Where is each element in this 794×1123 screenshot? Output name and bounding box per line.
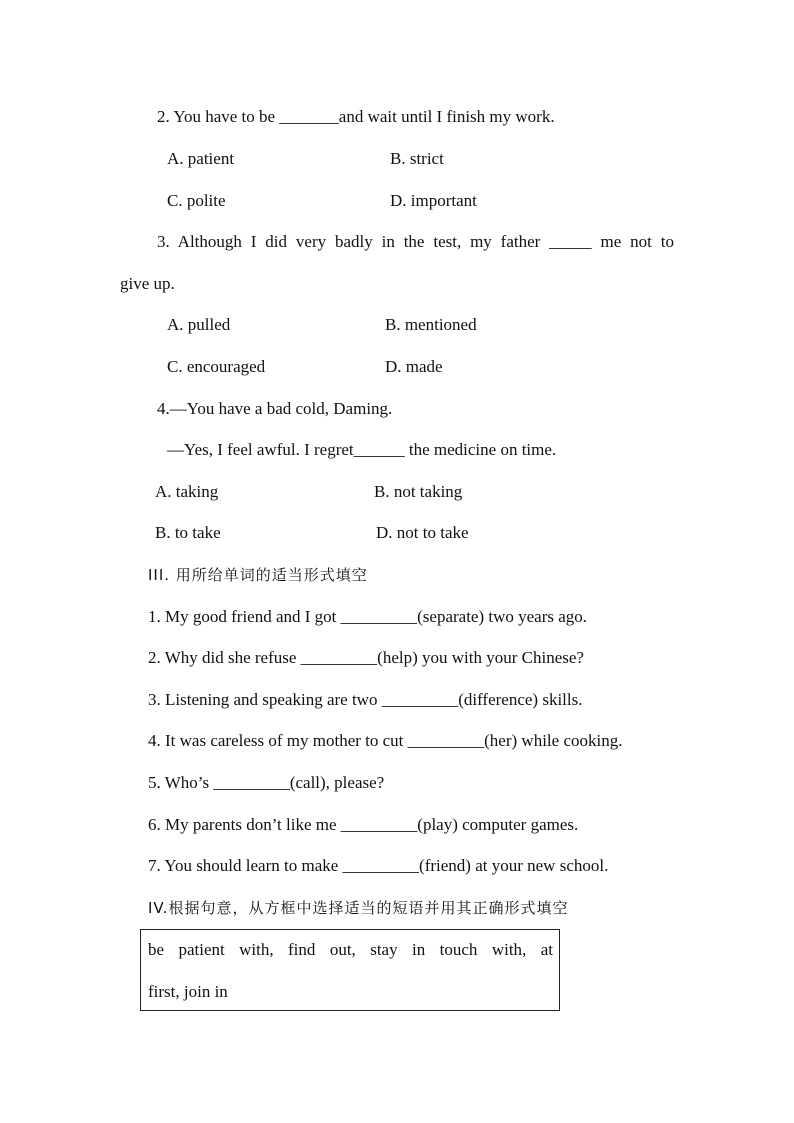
q2-option-c: C. polite	[167, 191, 226, 210]
section-3-item-6: 6. My parents don’t like me _________(play) computer games.	[148, 815, 579, 834]
question-4-line1: 4.—You have a bad cold, Daming.	[157, 399, 393, 418]
q2-option-a: A. patient	[167, 149, 235, 168]
phrase-box	[140, 929, 560, 1011]
question-3-stem-line1: 3. Although I did very badly in the test, my father _____ me not to	[157, 232, 674, 251]
q2-option-d: D. important	[390, 191, 477, 210]
section-3-item-4: 4. It was careless of my mother to cut _________(her) while cooking.	[148, 731, 623, 750]
section-3-heading: III. 用所给单词的适当形式填空	[148, 566, 368, 584]
section-3-item-2: 2. Why did she refuse _________(help) you with your Chinese?	[148, 648, 584, 667]
q4-option-a: A. taking	[155, 482, 219, 501]
q3-option-a: A. pulled	[167, 315, 231, 334]
q3-option-b: B. mentioned	[385, 315, 477, 334]
q4-option-d: D. not to take	[376, 523, 469, 542]
q2-option-b: B. strict	[390, 149, 444, 168]
section-3-item-3: 3. Listening and speaking are two _________(difference) skills.	[148, 690, 583, 709]
phrase-box-line-2: first, join in	[148, 982, 228, 1001]
q3-option-c: C. encouraged	[167, 357, 266, 376]
section-3-item-1: 1. My good friend and I got _________(separate) two years ago.	[148, 607, 588, 626]
phrase-box-line-1: be patient with, find out, stay in touch with, at	[148, 940, 553, 959]
section-3-item-7: 7. You should learn to make _________(friend) at your new school.	[148, 856, 609, 875]
section-3-item-5: 5. Who’s _________(call), please?	[148, 773, 385, 792]
question-4-line2: —Yes, I feel awful. I regret______ the medicine on time.	[167, 440, 557, 459]
q4-option-c: B. to take	[155, 523, 221, 542]
section-4-heading: IV.根据句意，从方框中选择适当的短语并用其正确形式填空	[148, 899, 569, 917]
q3-option-d: D. made	[385, 357, 443, 376]
q4-option-b: B. not taking	[374, 482, 463, 501]
question-3-stem-line2: give up.	[120, 274, 175, 293]
question-2-stem: 2. You have to be _______and wait until I finish my work.	[157, 107, 555, 126]
